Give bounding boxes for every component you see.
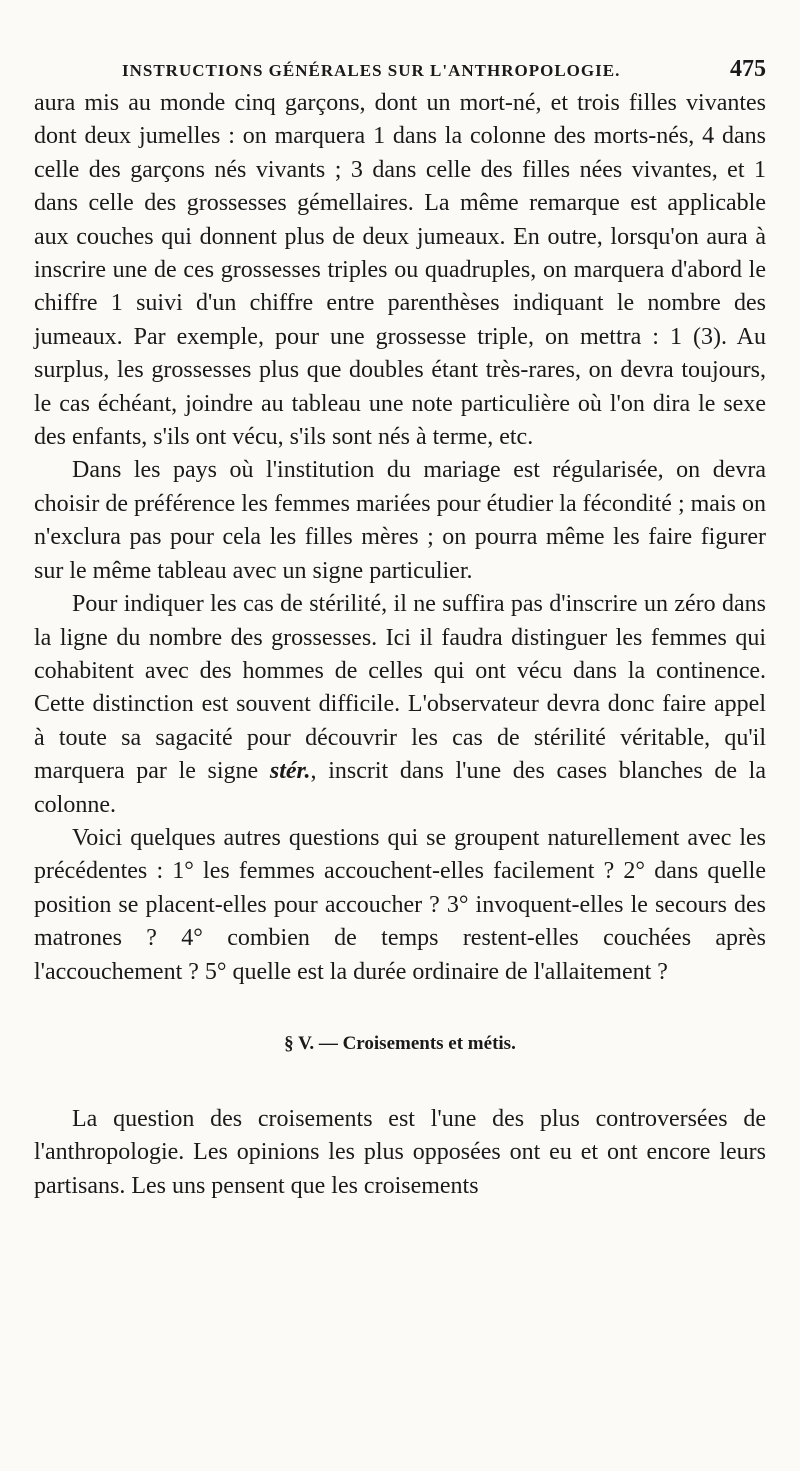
paragraph-1: aura mis au monde cinq garçons, dont un mort-né, et trois filles vivantes dont deux jumelles : on marquera 1 dans la colonne des morts-nés, 4 dans celle des garçons nés vivants ; 3 dans celle des filles nées vivantes, et 1 dans celle des grossesses gémellaires. La même remarque est applicable aux couches qui donnent plus de deux jumeaux. En outre, lorsqu'on aura à inscrire une de ces grossesses triples ou quadruples, on marquera d'abord le chiffre 1 suivi d'un chiffre entre parenthèses indiquant le nombre des jumeaux. Par exemple, pour une grossesse triple, on mettra : 1 (3). Au surplus, les grossesses plus que doubles étant très-rares, on devra toujours, le cas échéant, joindre au tableau une note particulière où l'on dira le sexe des enfants, s'ils ont vécu, s'ils sont nés à terme, etc. (34, 90, 766, 451)
running-header (34, 56, 766, 83)
paragraph-3 (34, 588, 766, 822)
paragraph-4: Voici quelques autres questions qui se groupent naturellement avec les précédentes : 1° les femmes accouchent-elles facilement ? 2° dans quelle position se placent-elles pour accoucher ? 3° invoquent-elles le secours des matrones ? 4° combien de temps restent-elles couchées après l'accouchement ? 5° quelle est la durée ordinaire de l'allaitement ? (34, 824, 766, 985)
paragraph-3-text-a: Pour indiquer les cas de stérilité, il ne suffira pas d'inscrire un zéro dans la ligne du nombre des grossesses. Ici il faudra distinguer les femmes qui cohabitent avec des hommes de celles qui ont vécu dans la continence. Cette distinction est souvent difficile. L'observateur devra donc faire appel à toute sa sagacité pour découvrir les cas de stérilité véritable, qu'il marquera par le signe (34, 591, 766, 785)
paragraph-5: La question des croisements est l'une des plus controversées de l'anthropologie. Les opinions les plus opposées ont eu et ont encore leurs partisans. Les uns pensent que les croisements (34, 1105, 766, 1199)
page-number: 475 (730, 56, 766, 82)
paragraph-3-text-b: , inscrit dans l'une des cases blanches de la colonne. (34, 758, 766, 818)
section-heading: § V. — Croisements et métis. (284, 1032, 516, 1054)
paragraph-2: Dans les pays où l'institution du mariage est régularisée, on devra choisir de préférence les femmes mariées pour étudier la fécondité ; mais on n'exclura pas pour cela les filles mères ; on pourra même les faire figurer sur le même tableau avec un signe particulier. (34, 457, 766, 584)
paragraph-3-italic: stér. (269, 758, 311, 785)
running-title: INSTRUCTIONS GÉNÉRALES SUR L'ANTHROPOLOGIE. (122, 61, 621, 80)
